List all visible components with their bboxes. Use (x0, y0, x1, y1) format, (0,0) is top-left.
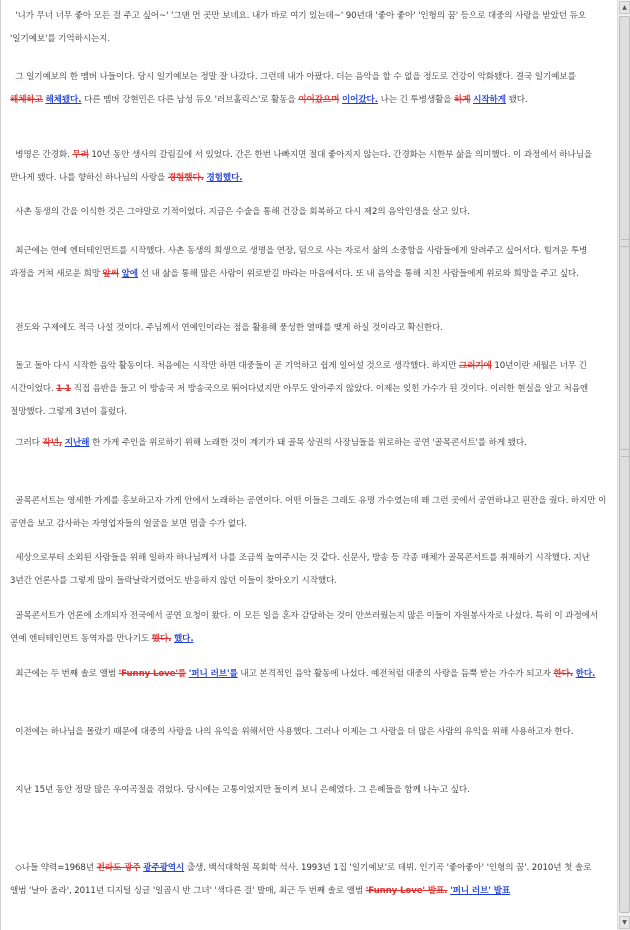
inserted-text: 앞에 (121, 269, 138, 279)
paragraph-text: 세상으로부터 소외된 사람들을 위해 일하자 하나님께서 나를 조금씩 높여주시는 것 같다. 신문사, 방송 등 각종 매체가 골목콘서트를 취재하기 시작했다. 지난 3년간 언론사를 그렇게 많이 들락날락거렸어도 반응하지 않던 이들이 찾아오기 시작했다. (10, 553, 590, 586)
deleted-text: 해체하고 (10, 95, 43, 105)
paragraph-text: 10년 동안 생사의 갈림길에 서 있었다. 간은 한번 나빠지면 절대 좋아지지 않는다. 간경화는 시한부 삶을 의미했다. 이 과정에서 하나님을 만나게 됐다. 나를 향하신 하나님의 사랑을 (10, 150, 593, 183)
paragraph-purpose (10, 721, 610, 744)
paragraph-alley-concert (10, 490, 610, 536)
scroll-thumb[interactable] (619, 16, 630, 913)
paragraph-media-attention (10, 547, 610, 593)
paragraph-text: 그 일기예보의 한 멤버 나들이다. 당시 일기예보는 정말 잘 나갔다. 그런데 내가 아팠다. 더는 음악을 할 수 없을 정도로 건강이 악화됐다. 결국 일기예보를 (15, 72, 576, 82)
paragraph-intro (10, 5, 610, 51)
inserted-text: '퍼니 러브'를 (188, 669, 238, 679)
paragraph-text: 출생, 백석대학원 목회학 석사. 1993년 1집 '일기예보'로 데뷔. 인기곡 '좋아좋아' '인형의 꿈'. 2010년 첫 솔로 앨범 '날아 올라', 2011년 디지털 싱글 '일곱시 반 그녀' '색다른 걸' 발매, 최근 두 번째 솔로 앨범 (10, 863, 592, 896)
paragraph-text: 됐다. (505, 95, 528, 105)
scroll-grip (621, 449, 630, 457)
inserted-text: '퍼니 러브' 발표 (450, 886, 511, 896)
paragraph-grace (10, 779, 610, 802)
inserted-text: 했다. (173, 634, 194, 644)
paragraph-comeback (10, 355, 610, 424)
paragraph-text: 10년이란 세월은 너무 긴 시간이었다. (10, 361, 587, 394)
deleted-text: 이어갔으며 (298, 95, 340, 105)
scroll-up-arrow-icon[interactable]: ▲ (619, 1, 630, 14)
paragraph-text: '니가 무너 너무 좋아 모든 걸 주고 싶어~' '그댄 먼 곳만 보네요. 내가 바로 여기 있는데~' 90년대 '좋아 좋아' '인형의 꿈' 등으로 대중의 사랑을 받았던 듀오 '일기예보'를 기억하시는지. (10, 11, 587, 44)
paragraph-biography (10, 857, 610, 903)
paragraph-text: 사촌 동생의 간을 이식한 것은 그야말로 기적이었다. 지금은 수술을 통해 건강을 회복하고 다시 제2의 음악인생을 살고 있다. (15, 207, 470, 217)
paragraph-text: 병명은 간경화. (15, 150, 73, 160)
deleted-text: 하게 (454, 95, 471, 105)
paragraph-text: ◇나들 약력=1968년 (15, 863, 97, 873)
paragraph-text: 골목콘서트가 언론에 소개되자 전국에서 공연 요청이 왔다. 이 모든 일을 혼자 감당하는 것이 안쓰러웠는지 많은 이들이 자원봉사자로 나섰다. 특히 이 과정에서 연예 엔터테인먼트 동역자를 만나기도 (10, 611, 599, 644)
paragraph-text: 그러다 (15, 438, 43, 448)
scroll-down-arrow-icon[interactable]: ▼ (619, 916, 630, 929)
paragraph-weather-forecast (10, 66, 610, 112)
inserted-text: 경험했다. (206, 173, 243, 183)
deleted-text: 전라도 광주 (96, 863, 141, 873)
paragraph-text: 최근에는 두 번째 솔로 앨범 (15, 669, 119, 679)
inserted-text: 광주광역시 (143, 863, 185, 873)
deleted-text: 무려 (72, 150, 89, 160)
inserted-text: 지난해 (64, 438, 90, 448)
paragraph-mission (10, 317, 610, 340)
deleted-text: 'Funny Love' 발표. (365, 886, 448, 896)
paragraph-text: 선 내 삶을 통해 많은 사람이 위로받길 바라는 마음에서다. 또 내 음악을 통해 지친 사람들에게 위로와 희망을 주고 싶다. (138, 269, 579, 279)
paragraph-text: 골목콘서트는 영세한 가게를 홍보하고자 가게 안에서 노래하는 공연이다. 어떤 이들은 그래도 유명 가수였는데 왜 그런 곳에서 공연하냐고 핀잔을 줬다. 하지만 이 공연을 보고 감사하는 자영업자들의 얼굴을 보면 멈출 수가 없다. (10, 496, 607, 529)
deleted-text: 1 1 (56, 384, 71, 394)
inserted-text: 해체됐다. (45, 95, 82, 105)
paragraph-text: 내고 본격적인 음악 활동에 나섰다. 예전처럼 대중의 사랑을 듬뿍 받는 가수가 되고자 (237, 669, 554, 679)
paragraph-illness (10, 144, 610, 190)
paragraph-volunteers (10, 605, 610, 651)
vertical-scrollbar[interactable] (617, 0, 630, 930)
deleted-text: 경험했다. (167, 173, 204, 183)
deleted-text: 앞써 (102, 269, 119, 279)
paragraph-entertainment (10, 240, 610, 286)
paragraph-text: 직접 음반을 들고 이 방송국 저 방송국으로 뛰어다녔지만 아무도 알아주지 않았다. 이제는 잊힌 가수가 된 것이다. 이러한 현실을 알고 처음엔 절망했다. 그렇게 3년이 흘렀다. (10, 384, 589, 417)
deleted-text: 'Funny Love'를 (118, 669, 187, 679)
paragraph-text: 지난 15년 동안 정말 많은 우여곡절을 겪었다. 당시에는 고통이었지만 돌이켜 보니 은혜였다. 그 은혜들을 함께 나누고 싶다. (15, 785, 470, 795)
paragraph-text: 돌고 돌아 다시 시작한 음악 활동이다. 처음에는 시작만 하면 대중들이 곧 기억하고 쉽게 일어설 것으로 생각했다. 하지만 (15, 361, 459, 371)
inserted-text: 이어갔다. (341, 95, 378, 105)
paragraph-text: 한 가게 주인을 위로하기 위해 노래한 것이 계기가 돼 골목 상권의 사장님들을 위로하는 공연 '골목콘서트'를 하게 됐다. (89, 438, 527, 448)
deleted-text: 작년, (42, 438, 63, 448)
inserted-text: 시작하게 (473, 95, 506, 105)
paragraph-new-album (10, 663, 610, 686)
paragraph-text: 나는 긴 투병생활을 (377, 95, 455, 105)
deleted-text: 그러기에 (458, 361, 492, 371)
deleted-text: 한다. (553, 669, 574, 679)
paragraph-text: 다른 멤버 강현민은 다른 남성 듀오 '러브홀릭스'로 활동을 (81, 95, 299, 105)
paragraph-text: 전도와 구제에도 적극 나설 것이다. 주님께서 연예인이라는 점을 활용해 풍성한 열매를 맺게 하실 것이라고 확신한다. (15, 323, 443, 333)
paragraph-transplant (10, 201, 610, 224)
scroll-grip (621, 239, 630, 247)
paragraph-text: 이전에는 하나님을 몰랐기 때문에 대중의 사랑을 나의 유익을 위해서만 사용했다. 그러나 이제는 그 사랑을 더 많은 사람의 유익을 위해 사용하고자 한다. (15, 727, 574, 737)
deleted-text: 했다. (151, 634, 172, 644)
inserted-text: 한다. (575, 669, 596, 679)
paragraph-alley-concert-start (10, 432, 610, 455)
paragraph-text: 최근에는 연예 엔터테인먼트를 시작했다. 사촌 동생의 희생으로 생명을 연장, 덤으로 사는 자로서 삶의 소중함을 사람들에게 알려주고 싶어서다. 힘겨운 투병 과정을 거쳐 새로운 희망 (10, 246, 588, 279)
